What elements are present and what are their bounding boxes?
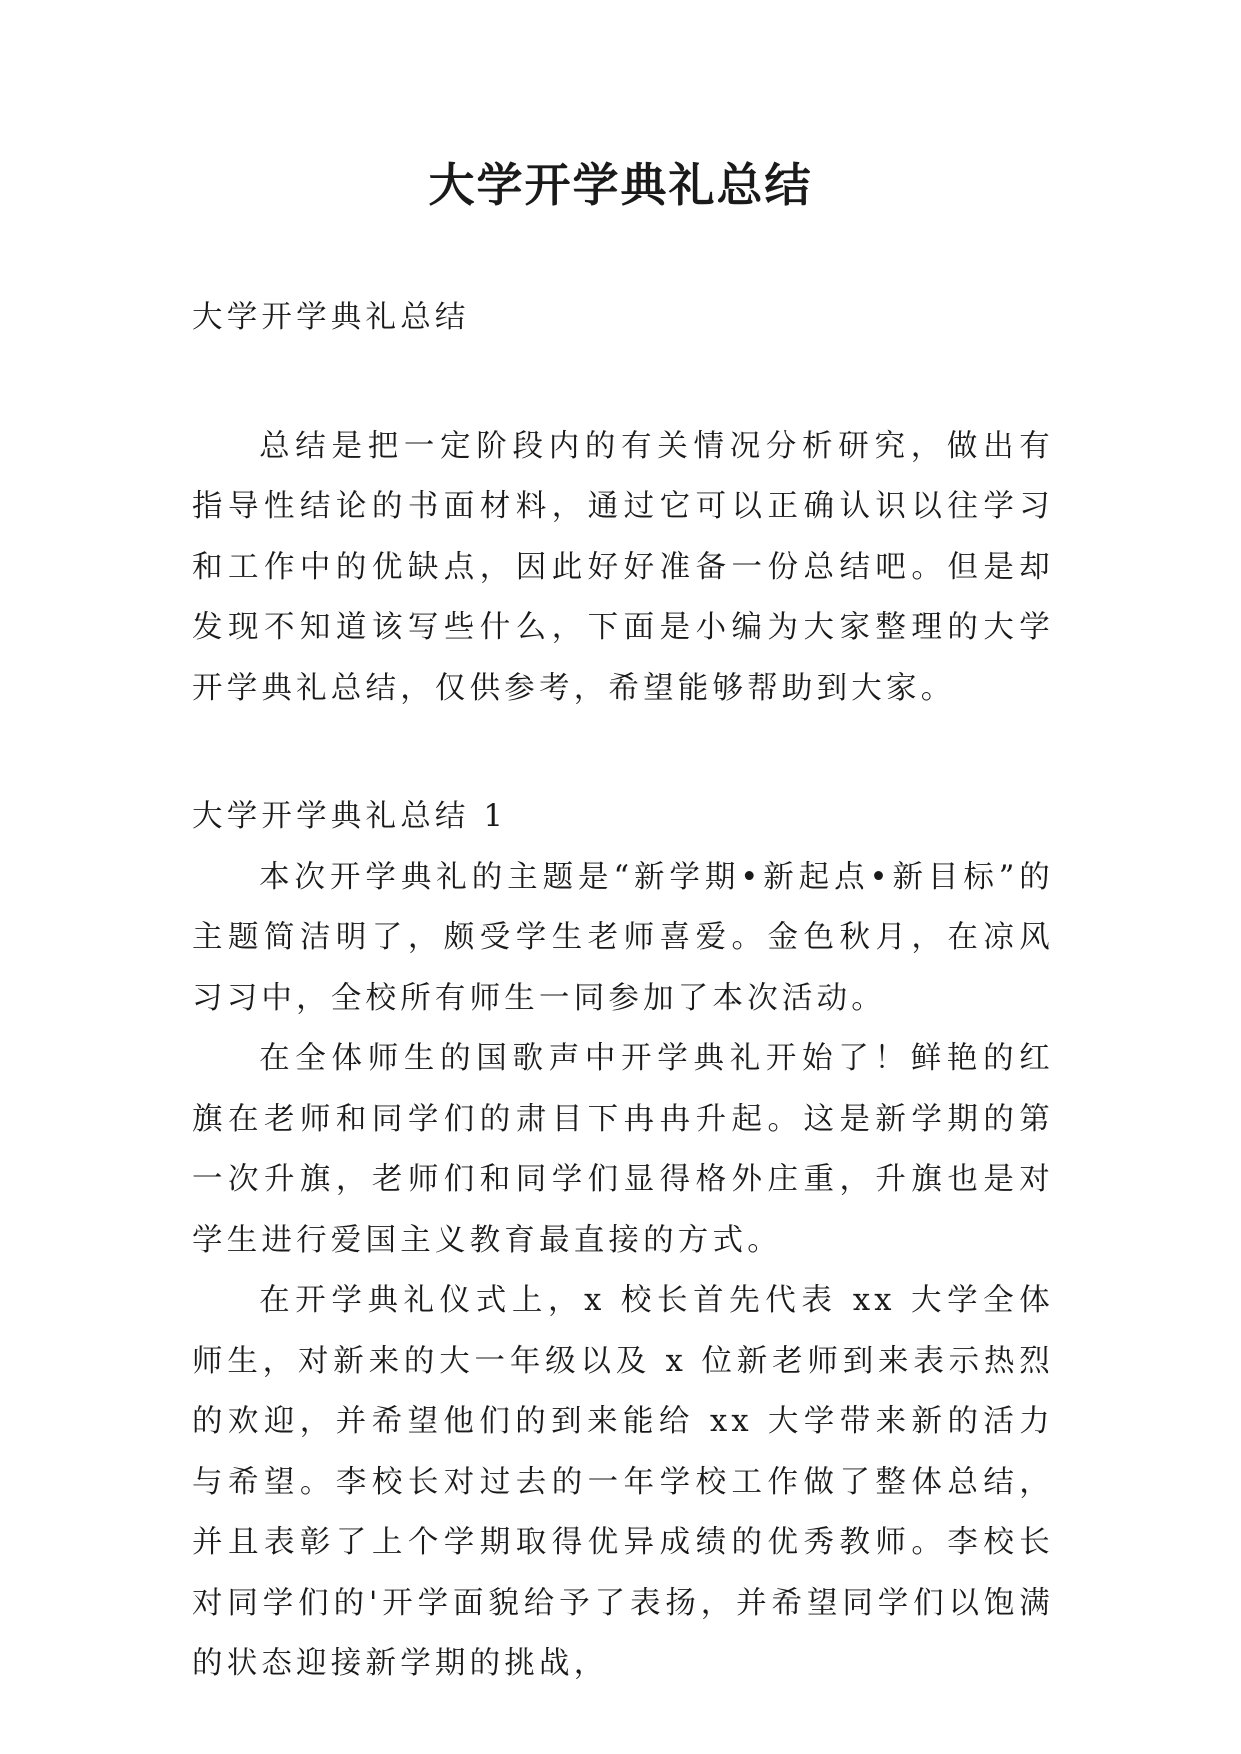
document-title: 大学开学典礼总结	[428, 158, 813, 212]
subtitle-paragraph: 大学开学典礼总结	[192, 300, 470, 335]
section-heading: 大学开学典礼总结 1	[192, 799, 508, 834]
body-paragraph-flag: 在全体师生的国歌声中开学典礼开始了！鲜艳的红旗在老师和同学们的肃目下冉冉升起。这是新学期的第一次升旗，老师们和同学们显得格外庄重，升旗也是对学生进行爱国主义教育最直接的方式。	[192, 1041, 1054, 1258]
document-body	[192, 288, 1054, 1695]
body-paragraph-theme: 本次开学典礼的主题是“新学期•新起点•新目标”的主题简洁明了，颇受学生老师喜爱。金色秋月，在凉风习习中，全校所有师生一同参加了本次活动。	[192, 859, 1054, 1016]
body-paragraph-speech: 在开学典礼仪式上，x 校长首先代表 xx 大学全体师生，对新来的大一年级以及 x 位新老师到来表示热烈的欢迎，并希望他们的到来能给 xx 大学带来新的活力与希望。李校长对过去的一年学校工作做了整体总结，并且表彰了上个学期取得优异成绩的优秀教师。李校长对同学们的'开学面貌给予了表扬，并希望同学们以饱满的状态迎接新学期的挑战，	[192, 1283, 1054, 1681]
intro-paragraph: 总结是把一定阶段内的有关情况分析研究，做出有指导性结论的书面材料，通过它可以正确认识以往学习和工作中的优缺点，因此好好准备一份总结吧。但是却发现不知道该写些什么，下面是小编为大家整理的大学开学典礼总结，仅供参考，希望能够帮助到大家。	[192, 428, 1054, 706]
